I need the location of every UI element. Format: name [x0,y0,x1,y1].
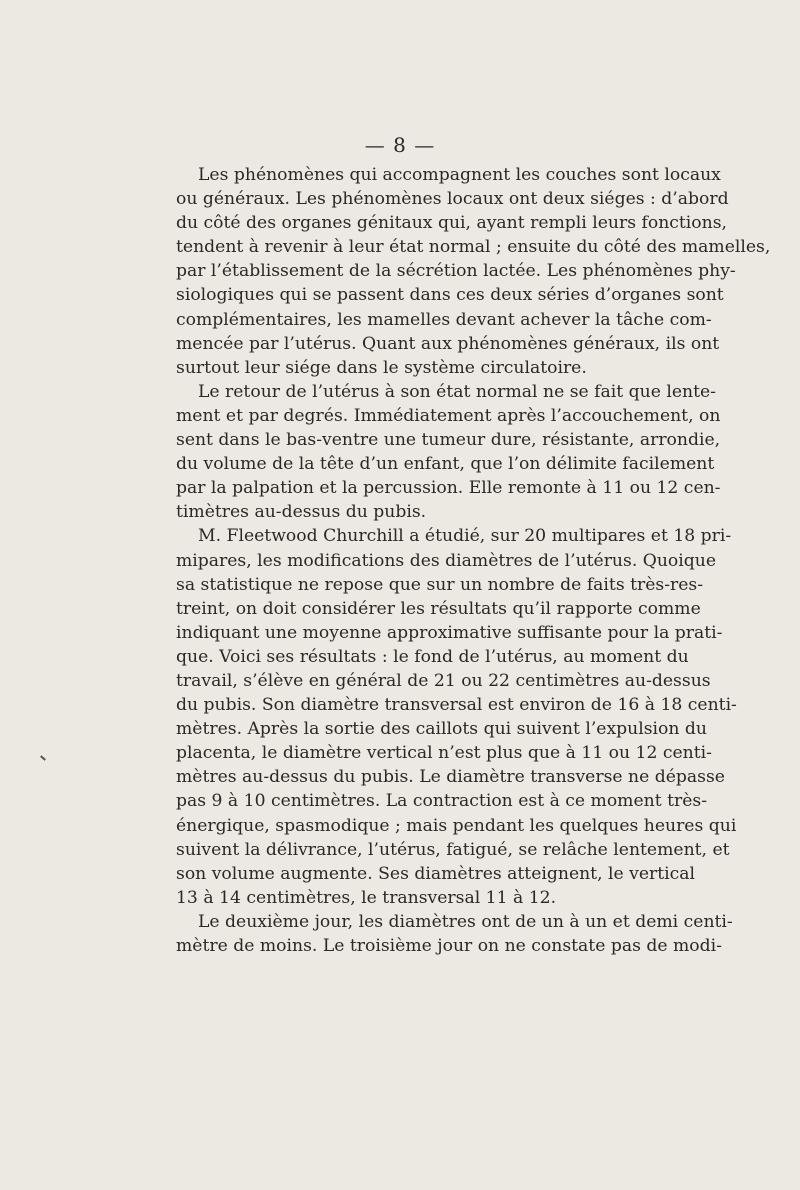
text-line: du volume de la tête d’un enfant, que l’on délimite facilement [176,454,715,475]
text-line: timètres au-dessus du pubis. [176,502,427,523]
text-line: du côté des organes génitaux qui, ayant rempli leurs fonctions, [176,213,727,234]
text-line: mipares, les modifications des diamètres de l’utérus. Quoique [176,550,716,571]
text-line: son volume augmente. Ses diamètres atteignent, le vertical [176,863,696,884]
text-line: treint, on doit considérer les résultats qu’il rapporte comme [176,598,701,619]
text-line: pas 9 à 10 centimètres. La contraction est à ce moment très- [176,791,708,812]
text-line: mètres au-dessus du pubis. Le diamètre transverse ne dépasse [176,767,725,788]
text-line: M. Fleetwood Churchill a étudié, sur 20 multipares et 18 pri- [198,526,732,547]
text-line: indiquant une moyenne approximative suffisante pour la prati- [176,622,723,643]
text-line: mètres. Après la sortie des caillots qui suivent l’expulsion du [176,719,707,740]
text-line: ou généraux. Les phénomènes locaux ont deux siéges : d’abord [176,189,729,210]
text-line: sa statistique ne repose que sur un nombre de faits très-res- [176,574,704,595]
text-line: par la palpation et la percussion. Elle remonte à 11 ou 12 cen- [176,478,721,499]
text-line: Le deuxième jour, les diamètres ont de un à un et demi centi- [198,911,733,932]
text-line: travail, s’élève en général de 21 ou 22 centimètres au-dessus [176,670,711,691]
text-line: suivent la délivrance, l’utérus, fatigué, se relâche lentement, et [176,839,730,860]
text-line: ment et par degrés. Immédiatement après l’accouchement, on [176,405,721,426]
text-line: siologiques qui se passent dans ces deux séries d’organes sont [176,285,724,306]
paragraph-4 [176,910,733,958]
text-line: mètre de moins. Le troisième jour on ne constate pas de modi- [176,936,722,956]
text-line: tendent à revenir à leur état normal ; ensuite du côté des mamelles, [176,237,771,258]
body-text [176,163,771,958]
text-line: du pubis. Son diamètre transversal est environ de 16 à 18 centi- [176,695,737,716]
text-line: par l’établissement de la sécrétion lactée. Les phénomènes phy- [176,261,736,282]
text-line: 13 à 14 centimètres, le transversal 11 à 12. [176,887,557,908]
text-line: Les phénomènes qui accompagnent les couches sont locaux [198,165,721,185]
text-line: surtout leur siége dans le système circulatoire. [176,357,587,378]
paragraph-3 [176,524,737,910]
text-line: sent dans le bas-ventre une tumeur dure, résistante, arrondie, [176,430,721,451]
margin-mark [40,755,46,760]
paragraph-2 [176,380,721,525]
text-line: que. Voici ses résultats : le fond de l’utérus, au moment du [176,646,689,667]
page-number: — 8 — [364,133,436,157]
text-line: mencée par l’utérus. Quant aux phénomènes généraux, ils ont [176,333,720,354]
text-line: Le retour de l’utérus à son état normal ne se fait que lente- [198,381,716,402]
text-line: énergique, spasmodique ; mais pendant les quelques heures qui [176,815,737,836]
text-line: complémentaires, les mamelles devant achever la tâche com- [176,309,712,330]
paragraph-1 [176,163,771,380]
text-line: placenta, le diamètre vertical n’est plus que à 11 ou 12 centi- [176,743,712,764]
